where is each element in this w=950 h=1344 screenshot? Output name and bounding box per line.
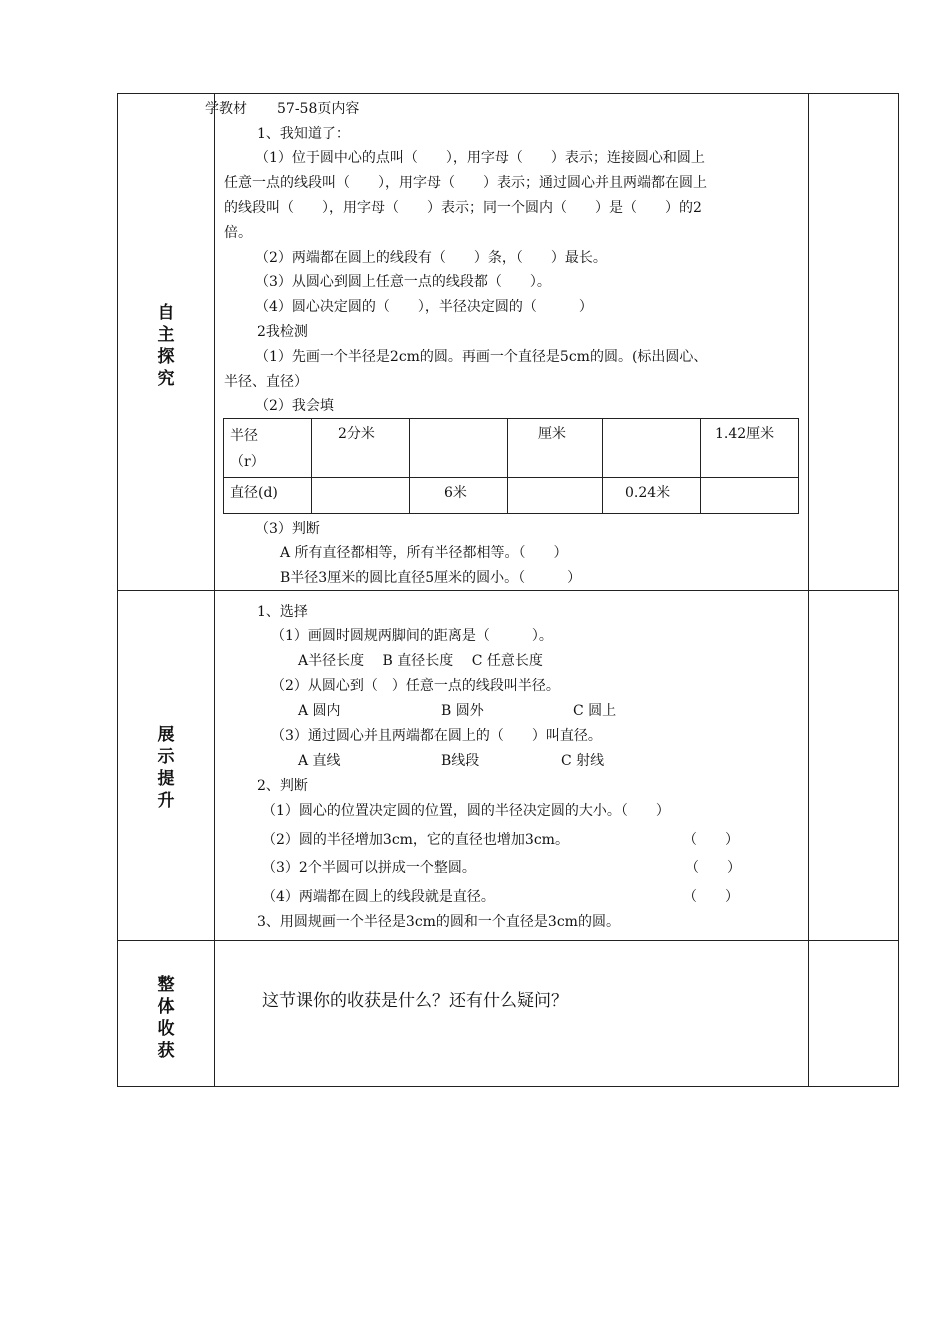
choice-option: C 圆上 [573, 703, 617, 719]
judge-4: （4）两端都在圆上的线段就是直径。 [262, 889, 495, 905]
check-1-line: 半径、直径） [224, 374, 308, 390]
table-cell: 6米 [410, 478, 508, 513]
summary-prompt: 这节课你的收获是什么？还有什么疑问？ [262, 991, 568, 1011]
table-cell[interactable] [312, 478, 410, 513]
judge-heading: 2、判断 [257, 778, 308, 794]
choice-2: （2）从圆心到（ ）任意一点的线段叫半径。 [271, 678, 560, 694]
judge-a: A 所有直径都相等，所有半径都相等。（ ） [280, 545, 568, 561]
question-1-line: 的线段叫（ ），用字母（ ）表示；同一个圆内（ ）是（ ）的2 [224, 200, 702, 216]
question-3: （3）从圆心到圆上任意一点的线段都（ ）。 [255, 274, 551, 290]
fill-in-table [223, 418, 799, 514]
row-divider [118, 590, 898, 591]
table-cell[interactable] [410, 419, 508, 478]
choice-heading: 1、选择 [257, 604, 308, 620]
question-1-line: 倍。 [224, 225, 252, 241]
judge-3-paren: （ ） [685, 860, 741, 876]
table-cell[interactable]: 厘米 [508, 419, 603, 478]
judge-4-paren: （ ） [683, 889, 739, 905]
table-cell: 0.24米 [603, 478, 701, 513]
judge-b: B半径3厘米的圆比直径5厘米的圆小。（ ） [280, 570, 582, 586]
check-heading: 2我检测 [257, 324, 308, 340]
judge-2-paren: （ ） [683, 832, 739, 848]
question-1-line: （1）位于圆中心的点叫（ ），用字母（ ）表示；连接圆心和圆上 [255, 150, 705, 166]
check-3: （3）判断 [255, 521, 320, 537]
choice-option: B 圆外 [441, 703, 484, 719]
choice-option: B线段 [441, 753, 480, 769]
table-cell[interactable] [508, 478, 603, 513]
choice-3: （3）通过圆心并且两端都在圆上的（ ）叫直径。 [271, 728, 602, 744]
check-1-line: （1）先画一个半径是2cm的圆。再画一个直径是5cm的圆。(标出圆心、 [255, 349, 708, 365]
section-label-summary: 整 体 收 获 [157, 975, 175, 1061]
choice-1-options: A半径长度 B 直径长度 C 任意长度 [298, 653, 543, 669]
row-divider [118, 940, 898, 941]
table-cell: 2分米 [312, 419, 410, 478]
table-cell[interactable] [701, 478, 798, 513]
table-cell: 半径 （r） [224, 419, 312, 478]
judge-3: （3）2个半圆可以拼成一个整圆。 [262, 860, 476, 876]
table-cell: 1.42厘米 [701, 419, 798, 478]
question-1-line: 任意一点的线段叫（ ），用字母（ ）表示；通过圆心并且两端都在圆上 [224, 175, 707, 191]
know-heading: 1、我知道了： [257, 126, 350, 142]
question-4: （4）圆心决定圆的（ ），半径决定圆的（ ） [255, 299, 593, 315]
section-label-present: 展 示 提 升 [157, 725, 175, 811]
draw-task: 3、用圆规画一个半径是3cm的圆和一个直径是3cm的圆。 [257, 914, 620, 930]
check-2: （2）我会填 [255, 398, 334, 414]
judge-2: （2）圆的半径增加3cm，它的直径也增加3cm。 [262, 832, 569, 848]
page-header: 学教材 57-58页内容 [205, 101, 360, 117]
choice-option: C 射线 [561, 753, 605, 769]
choice-option: A 圆内 [298, 703, 341, 719]
table-cell[interactable] [603, 419, 701, 478]
choice-option: A 直线 [298, 753, 341, 769]
judge-1: （1）圆心的位置决定圆的位置，圆的半径决定圆的大小。（ ） [262, 803, 670, 819]
choice-1: （1）画圆时圆规两脚间的距离是（ ）。 [271, 628, 553, 644]
section-label-explore: 自 主 探 究 [157, 303, 175, 389]
table-cell: 直径(d) [224, 478, 312, 513]
question-2: （2）两端都在圆上的线段有（ ）条，（ ）最长。 [255, 250, 607, 266]
